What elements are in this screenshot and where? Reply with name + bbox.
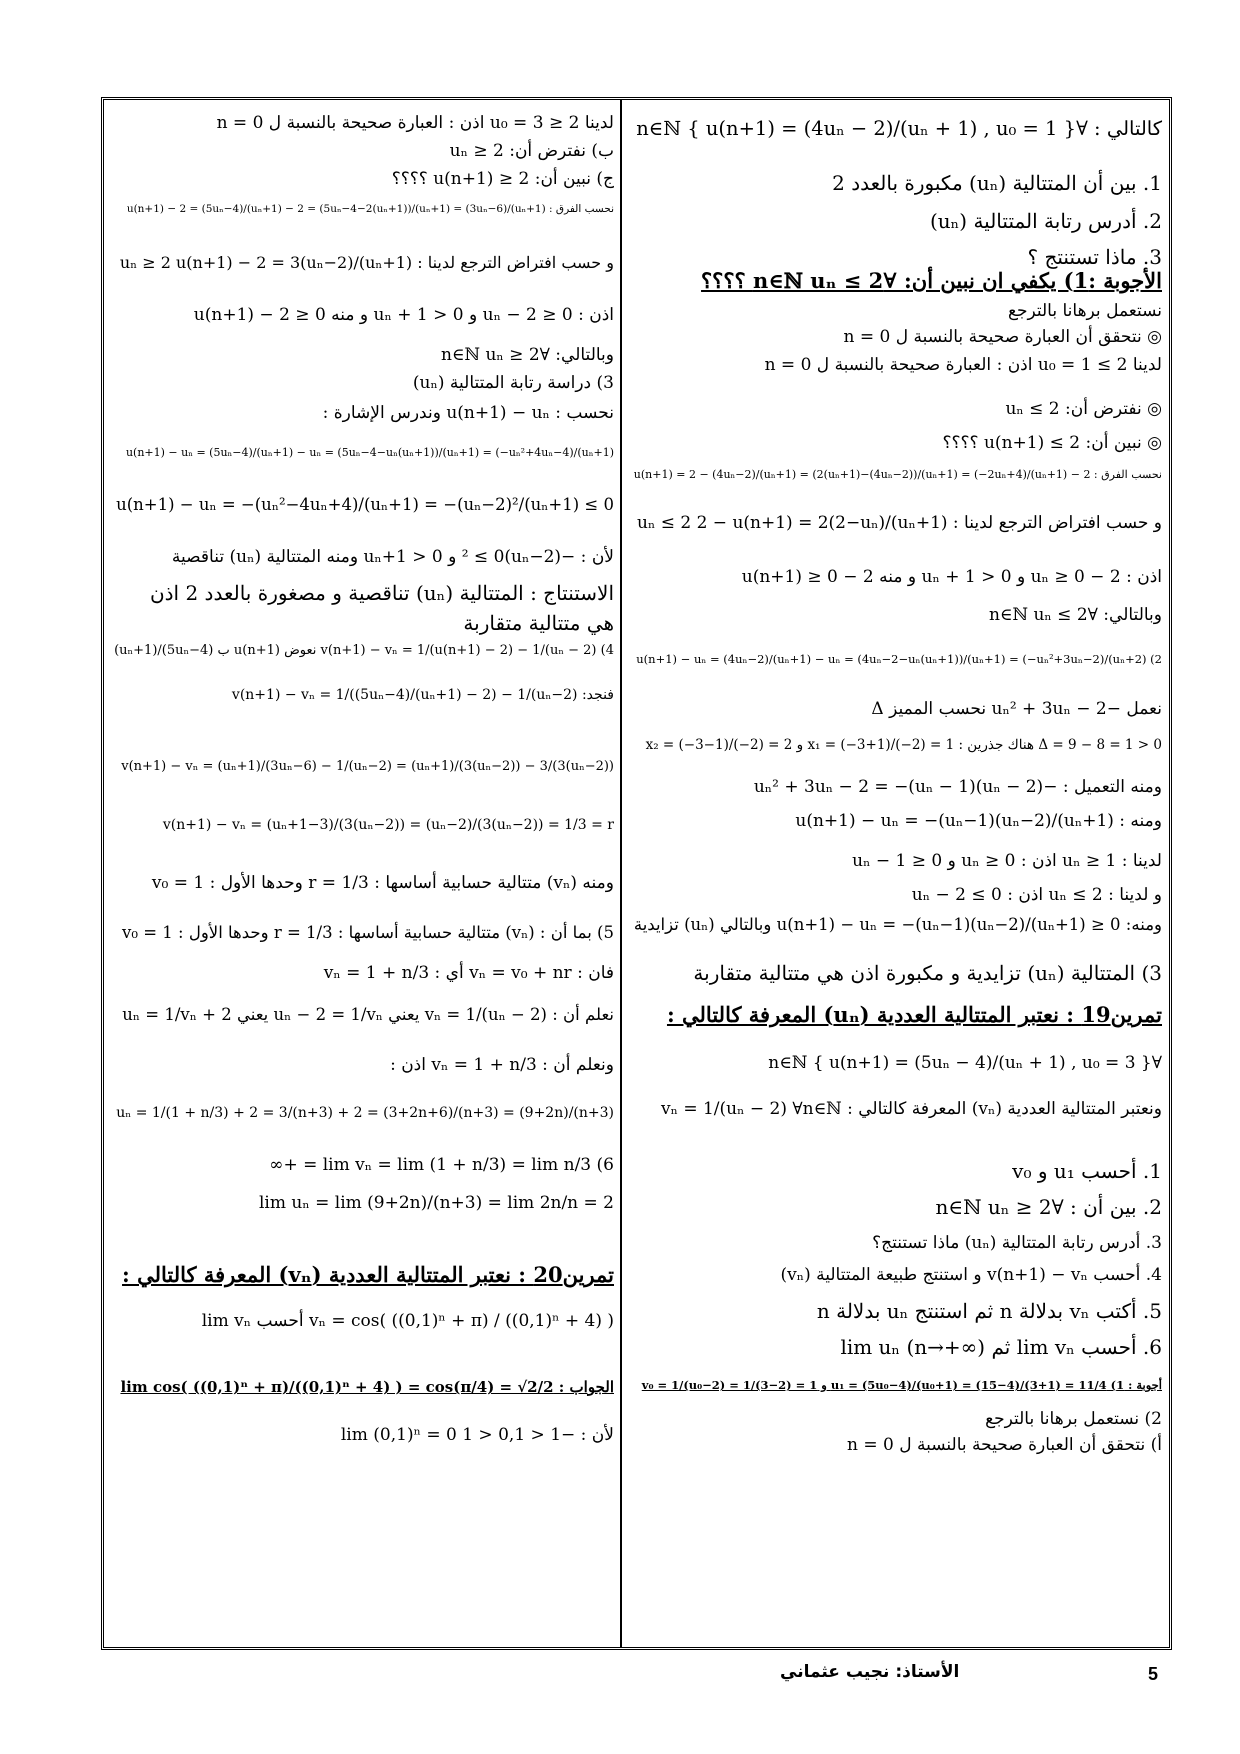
right-column-line: ومنه : u(n+1) − uₙ = −(uₙ−1)(uₙ−2)/(uₙ+1) <box>795 811 1162 831</box>
left-column-line: وبالتالي: ∀n∈ℕ uₙ ≥ 2 <box>440 345 614 365</box>
left-column-line: الجواب : lim cos( ((0,1)ⁿ + π)/((0,1)ⁿ + 4) ) = cos(π/4) = √2/2 <box>120 1378 614 1396</box>
right-column-line: و لدينا : uₙ ≤ 2 اذن : uₙ − 2 ≤ 0 <box>911 885 1162 905</box>
right-column-line: ◎ نبين أن: u(n+1) ≤ 2 ؟؟؟؟ <box>942 433 1162 453</box>
right-column-line: 3. ماذا تستنتج ؟ <box>1027 245 1162 269</box>
left-column-line: فنجد: v(n+1) − vₙ = 1/((5uₙ−4)/(uₙ+1) − 2) − 1/(uₙ−2) <box>231 687 614 703</box>
left-column-line: lim uₙ = lim (9+2n)/(n+3) = lim 2n/n = 2 <box>259 1193 614 1213</box>
right-column-line: 3) المتتالية (uₙ) تزايدية و مكبورة اذن هي متتالية متقاربة <box>693 961 1162 985</box>
left-column-line: الاستنتاج : المتتالية (uₙ) تناقصية و مصغورة بالعدد 2 اذن <box>149 581 614 605</box>
left-column-line: نعلم أن : vₙ = 1/(uₙ − 2) يعني uₙ − 2 = 1/vₙ يعني uₙ = 1/vₙ + 2 <box>122 1005 614 1024</box>
right-column-line: وبالتالي: ∀n∈ℕ uₙ ≤ 2 <box>988 605 1162 625</box>
left-column-line: 3) دراسة رتابة المتتالية (uₙ) <box>412 373 614 393</box>
left-column-line: لأن : −(uₙ−2)² ≤ 0 و uₙ+1 > 0 ومنه المتتالية (uₙ) تناقصية <box>171 547 614 567</box>
left-column-line: ب) نفترض أن: uₙ ≥ 2 <box>449 141 614 161</box>
right-column-line: نستعمل برهانا بالترجع <box>1007 301 1162 321</box>
left-column-line: هي متتالية متقاربة <box>463 611 614 635</box>
right-column-line: ونعتبر المتتالية العددية (vₙ) المعرفة كالتالي : vₙ = 1/(uₙ − 2) ∀n∈ℕ <box>660 1099 1162 1119</box>
left-column-line: v(n+1) − vₙ = (uₙ+1−3)/(3(uₙ−2)) = (uₙ−2)/(3(uₙ−2)) = 1/3 = r <box>162 817 614 833</box>
left-column-line: و حسب افتراض الترجع لدينا : uₙ ≥ 2 u(n+1) − 2 = 3(uₙ−2)/(uₙ+1) <box>119 253 614 272</box>
right-column-line: اذن : 2 − uₙ ≥ 0 و uₙ + 1 > 0 و منه 2 − u(n+1) ≥ 0 <box>741 567 1162 587</box>
right-column-line: 3. أدرس رتابة المتتالية (uₙ) ماذا تستنتج؟ <box>872 1233 1162 1253</box>
left-column-line: نحسب : u(n+1) − uₙ وندرس الإشارة : <box>322 403 614 423</box>
right-column-line: 6. أحسب lim vₙ ثم lim uₙ (n→+∞) <box>840 1335 1162 1359</box>
left-column-line: لأن : −1 < 0,1 < 1 lim (0,1)ⁿ = 0 <box>340 1425 614 1445</box>
left-column-line: 5) بما أن : (vₙ) متتالية حسابية أساسها : r = 1/3 وحدها الأول : v₀ = 1 <box>122 923 614 942</box>
left-column-line: نحسب الفرق : u(n+1) − 2 = (5uₙ−4)/(uₙ+1) − 2 = (5uₙ−4−2(uₙ+1))/(uₙ+1) = (3uₙ−6)/(uₙ+1) <box>126 203 614 215</box>
left-column-line: فان : vₙ = v₀ + nr أي : vₙ = 1 + n/3 <box>323 963 614 983</box>
right-column-line: 5. أكتب vₙ بدلالة n ثم استنتج uₙ بدلالة n <box>816 1299 1162 1323</box>
right-column-line: لدينا 2 ≥ 1 = u₀ اذن : العبارة صحيحة بالنسبة ل n = 0 <box>764 355 1162 375</box>
left-column-line: uₙ = 1/(1 + n/3) + 2 = 3/(n+3) + 2 = (3+2n+6)/(n+3) = (9+2n)/(n+3) <box>116 1105 614 1121</box>
left-column-line: اذن : uₙ − 2 ≥ 0 و uₙ + 1 > 0 و منه u(n+1) − 2 ≥ 0 <box>193 305 614 325</box>
right-column-line: لدينا : uₙ ≥ 1 اذن : uₙ ≥ 0 و uₙ − 1 ≥ 0 <box>852 851 1162 871</box>
right-column-line: الأجوبة :1) يكفي ان نبين أن: ∀n∈ℕ uₙ ≤ 2 ؟؟؟؟ <box>701 268 1162 293</box>
right-column-line: ◎ نتحقق أن العبارة صحيحة بالنسبة ل n = 0 <box>843 327 1162 347</box>
left-column-line: لدينا 2 ≤ 3 = u₀ اذن : العبارة صحيحة بالنسبة ل n = 0 <box>216 113 614 133</box>
teacher-name: الأستاذ: نجيب عثماني <box>780 1662 960 1682</box>
right-column-line: أجوبة : 1) u₁ = (5u₀−4)/(u₀+1) = (15−4)/(3+1) = 11/4 و v₀ = 1/(u₀−2) = 1/(3−2) = 1 <box>641 1378 1162 1392</box>
right-column-line: نعمل −uₙ² + 3uₙ − 2 نحسب المميز Δ <box>871 699 1162 719</box>
right-column-line: و حسب افتراض الترجع لدينا : uₙ ≤ 2 2 − u(n+1) = 2(2−uₙ)/(uₙ+1) <box>637 513 1162 533</box>
left-column-line: 4) v(n+1) − vₙ = 1/(u(n+1) − 2) − 1/(uₙ − 2) نعوض u(n+1) ب (5uₙ−4)/(uₙ+1) <box>114 643 614 658</box>
left-column-line: vₙ = cos( ((0,1)ⁿ + π) / ((0,1)ⁿ + 4) ) أحسب lim vₙ <box>201 1311 614 1331</box>
right-column-line: 2) u(n+1) − uₙ = (4uₙ−2)/(uₙ+1) − uₙ = (4uₙ−2−uₙ(uₙ+1))/(uₙ+1) = (−uₙ²+3uₙ−2)/(uₙ+2) <box>636 652 1162 666</box>
left-column-line: ونعلم أن : vₙ = 1 + n/3 اذن : <box>390 1055 614 1075</box>
left-column-line: ج) نبين أن: u(n+1) ≥ 2 ؟؟؟؟ <box>391 169 614 189</box>
right-column-line: 2. بين أن : ∀n∈ℕ uₙ ≥ 2 <box>935 1195 1162 1219</box>
right-column-line: أ) نتحقق أن العبارة صحيحة بالنسبة ل n = 0 <box>847 1435 1162 1455</box>
left-column-line: v(n+1) − vₙ = (uₙ+1)/(3uₙ−6) − 1/(uₙ−2) = (uₙ+1)/(3(uₙ−2)) − 3/(3(uₙ−2)) <box>121 759 614 774</box>
right-column-line: 1. أحسب u₁ و v₀ <box>1012 1159 1162 1183</box>
column-divider <box>620 100 622 1648</box>
right-column-line: 4. أحسب v(n+1) − vₙ و استنتج طبيعة المتتالية (vₙ) <box>780 1265 1162 1285</box>
left-column-line: u(n+1) − uₙ = (5uₙ−4)/(uₙ+1) − uₙ = (5uₙ−4−uₙ(uₙ+1))/(uₙ+1) = (−uₙ²+4uₙ−4)/(uₙ+1) <box>125 446 614 459</box>
right-column-line: كالتالي : ∀n∈ℕ { u(n+1) = (4uₙ − 2)/(uₙ + 1) , u₀ = 1 } <box>636 117 1162 140</box>
right-column-line: ◎ نفترض أن: uₙ ≤ 2 <box>1005 399 1162 419</box>
right-column-line: تمرين19 : نعتبر المتتالية العددية (uₙ) المعرفة كالتالي : <box>666 1002 1162 1027</box>
right-column-line: نحسب الفرق : 2 − u(n+1) = 2 − (4uₙ−2)/(uₙ+1) = (2(uₙ+1)−(4uₙ−2))/(uₙ+1) = (−2uₙ+4)/(uₙ+1) <box>633 468 1162 481</box>
left-column-line: ومنه (vₙ) متتالية حسابية أساسها : r = 1/3 وحدها الأول : v₀ = 1 <box>151 873 614 893</box>
left-column-line: تمرين20 : نعتبر المتتالية العددية (vₙ) المعرفة كالتالي : <box>122 1262 614 1287</box>
page-number: 5 <box>1148 1664 1159 1684</box>
right-column-line: 2. أدرس رتابة المتتالية (uₙ) <box>929 209 1162 233</box>
right-column-line: ومنه التعميل : −uₙ² + 3uₙ − 2 = −(uₙ − 1)(uₙ − 2) <box>753 777 1162 797</box>
right-column-line: ∀n∈ℕ { u(n+1) = (5uₙ − 4)/(uₙ + 1) , u₀ = 3 } <box>768 1053 1162 1073</box>
right-column-line: ومنه: u(n+1) − uₙ = −(uₙ−1)(uₙ−2)/(uₙ+1) ≥ 0 وبالتالي (uₙ) تزايدية <box>633 915 1162 934</box>
right-column-line: 1. بين أن المتتالية (uₙ) مكبورة بالعدد 2 <box>832 171 1162 195</box>
left-column-line: 6) lim vₙ = lim (1 + n/3) = lim n/3 = +∞ <box>269 1155 614 1175</box>
left-column-line: u(n+1) − uₙ = −(uₙ²−4uₙ+4)/(uₙ+1) = −(uₙ−2)²/(uₙ+1) ≤ 0 <box>116 495 614 514</box>
right-column-line: Δ = 9 − 8 = 1 > 0 هناك جذرين : x₁ = (−3+1)/(−2) = 1 و x₂ = (−3−1)/(−2) = 2 <box>645 737 1162 753</box>
right-column-line: 2) نستعمل برهانا بالترجع <box>985 1409 1162 1429</box>
